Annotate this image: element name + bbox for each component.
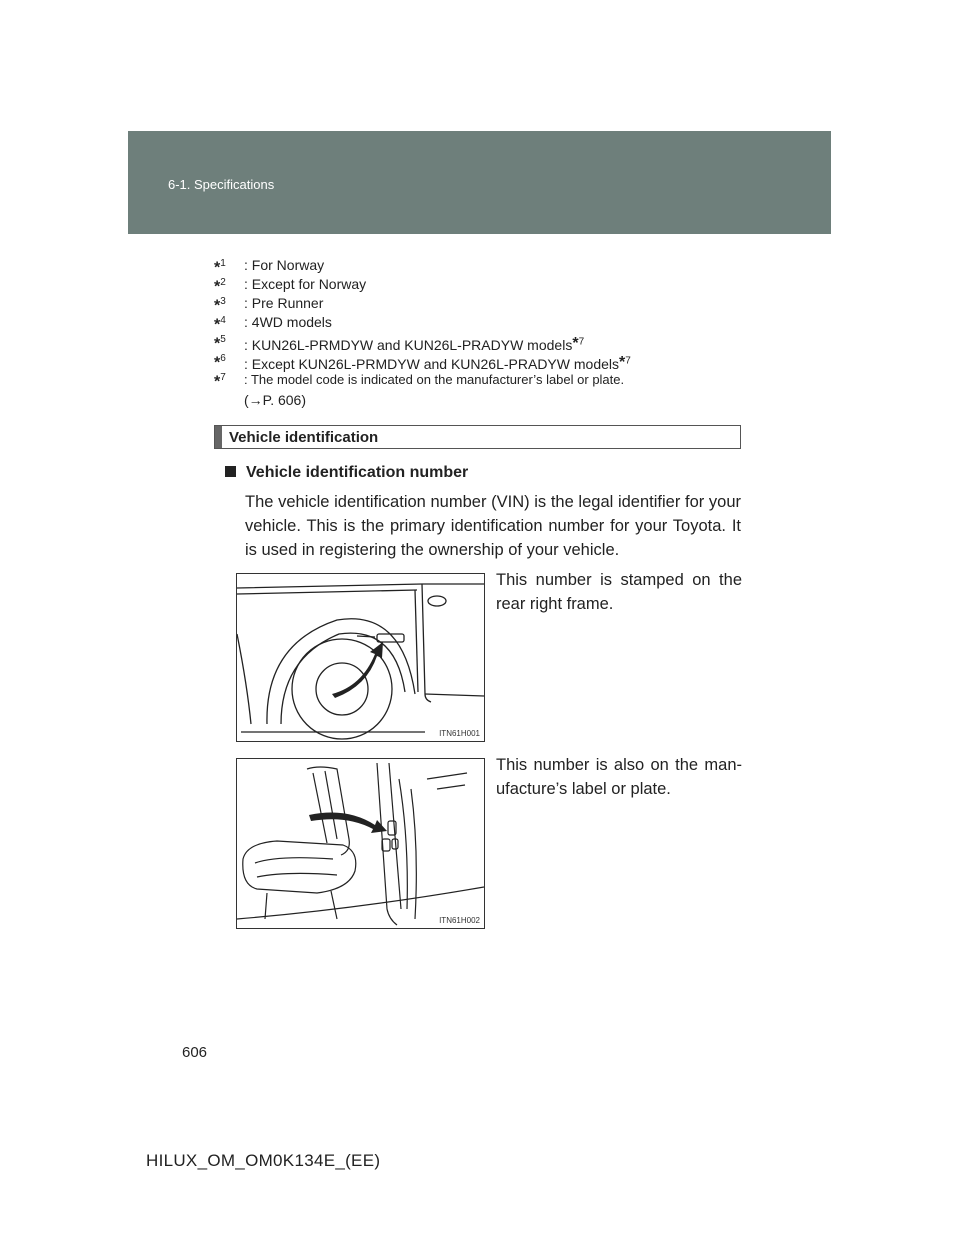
section-breadcrumb: 6-1. Specifications <box>168 177 275 192</box>
page-header <box>128 131 831 234</box>
page-number: 606 <box>182 1044 208 1061</box>
footnote-6: *$^6$ : Except KUN26L-PRMDYW and KUN26L-PRADYW models*$^7$ <box>214 353 631 372</box>
footnote-3: *$^3$ : Pre Runner <box>214 295 324 315</box>
square-bullet-icon <box>225 466 236 477</box>
footnote-4: *$^4$ : 4WD models <box>214 314 332 334</box>
subsection-heading: Vehicle identification number <box>225 464 468 482</box>
section-title: Vehicle identification <box>229 429 379 446</box>
figure-frame-vin <box>236 573 485 742</box>
footnote-5: *$^5$ : KUN26L-PRMDYW and KUN26L-PRADYW models*$^7$ <box>214 334 585 353</box>
section-heading <box>214 425 741 449</box>
footnote-1: *$^1$ : For Norway <box>214 257 325 277</box>
figure-code: ITN61H001 <box>439 729 480 738</box>
figure-1-caption: This number is stamped on the rear right frame. <box>496 571 742 613</box>
vin-description: The vehicle identification number (VIN) is the legal identifier for your vehicle. This is the primary identification number for your Toyota. It is used in registering the ownership of your vehicle. <box>245 493 741 559</box>
figure-label-vin <box>236 758 485 929</box>
door-label-illustration <box>237 759 484 928</box>
footnote-7-page-ref: (→P. 606) <box>244 392 306 408</box>
rear-wheel-illustration <box>237 574 484 741</box>
footnotes-list <box>214 256 754 411</box>
figure-2-caption: This number is also on the man-ufacture’s label or plate. <box>496 756 742 798</box>
document-code: HILUX_OM_OM0K134E_(EE) <box>146 1151 381 1170</box>
footnote-2: *$^2$ : Except for Norway <box>214 276 367 296</box>
figure-code: ITN61H002 <box>439 916 480 925</box>
footnote-7: *$^7$ : The model code is indicated on the manufacturer’s label or plate. <box>214 372 625 391</box>
